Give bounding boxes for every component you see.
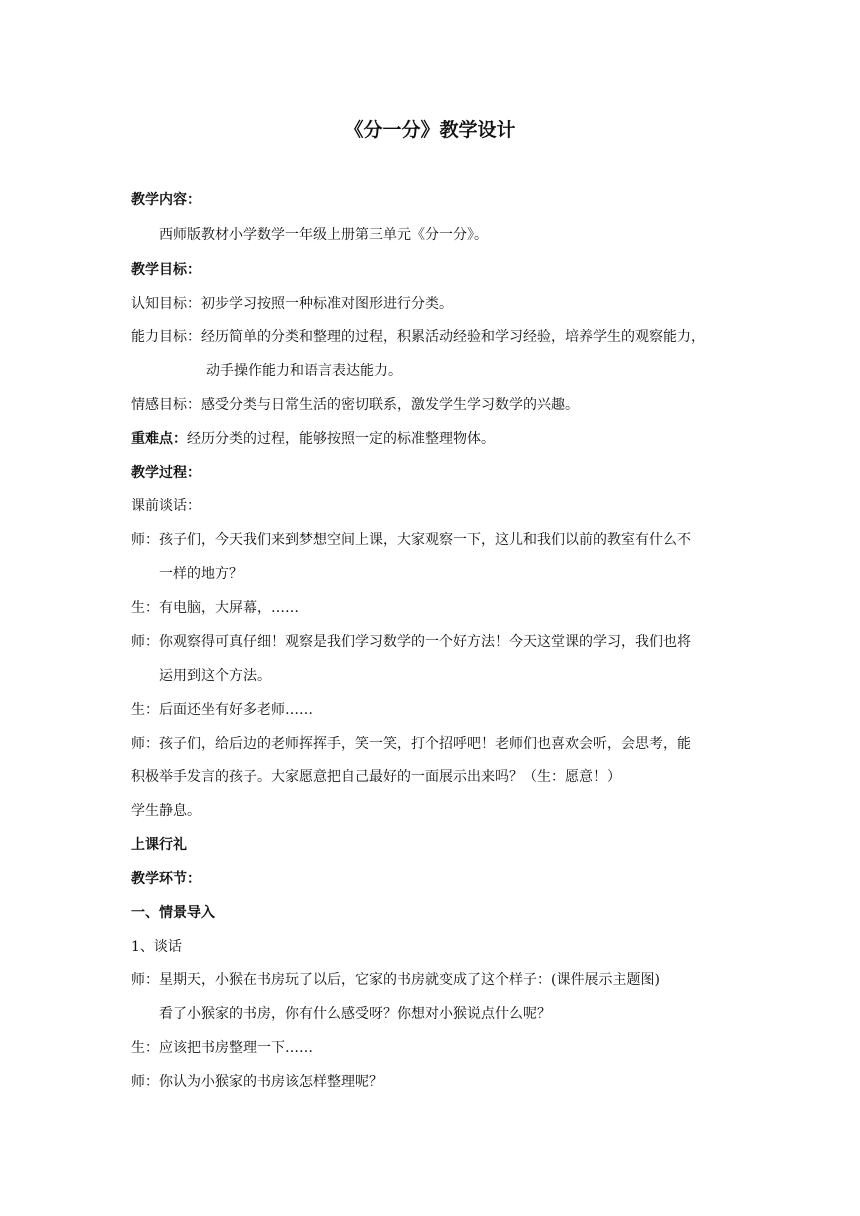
key-points-label: 重难点： — [131, 431, 187, 447]
goal-ability-line1: 能力目标：经历简单的分类和整理的过程，积累活动经验和学习经验，培养学生的观察能力， — [131, 329, 705, 345]
teacher-line-3b: 积极举手发言的孩子。大家愿意把自己最好的一面展示出来吗？（生：愿意！） — [131, 769, 621, 785]
heading-teaching-steps: 教学环节： — [131, 871, 201, 887]
heading-class-greeting: 上课行礼 — [131, 837, 187, 853]
heading-section-1: 一、情景导入 — [131, 905, 215, 921]
teacher-line-1b: 一样的地方？ — [159, 566, 243, 582]
student-line-1: 生：有电脑，大屏幕，…… — [131, 600, 299, 616]
heading-teaching-goals: 教学目标： — [131, 262, 201, 278]
paragraph-content: 西师版教材小学数学一年级上册第三单元《分一分》。 — [159, 227, 488, 243]
teacher-line-3a: 师：孩子们，给后边的老师挥挥手，笑一笑，打个招呼吧！老师们也喜欢会听，会思考，能 — [131, 736, 691, 752]
goal-ability-line2: 动手操作能力和语言表达能力。 — [206, 363, 402, 379]
teacher-line-2b: 运用到这个方法。 — [159, 668, 271, 684]
goal-cognitive: 认知目标：初步学习按照一种标准对图形进行分类。 — [131, 296, 453, 312]
goal-emotion: 情感目标：感受分类与日常生活的密切联系，激发学生学习数学的兴趣。 — [131, 397, 579, 413]
teacher-line-2a: 师：你观察得可真仔细！观察是我们学习数学的一个好方法！今天这堂课的学习，我们也将 — [131, 634, 691, 650]
heading-teaching-content: 教学内容： — [131, 192, 201, 208]
student-line-3: 生：应该把书房整理一下…… — [131, 1040, 313, 1056]
heading-teaching-process: 教学过程： — [131, 465, 201, 481]
student-line-2: 生：后面还坐有好多老师…… — [131, 702, 313, 718]
students-quiet: 学生静息。 — [131, 803, 201, 819]
key-points-line — [131, 429, 495, 449]
key-points-text: 经历分类的过程，能够按照一定的标准整理物体。 — [187, 431, 495, 447]
teacher-line-5: 师：你认为小猴家的书房该怎样整理呢？ — [131, 1074, 383, 1090]
teacher-line-1a: 师：孩子们，今天我们来到梦想空间上课，大家观察一下，这儿和我们以前的教室有什么不 — [131, 532, 691, 548]
teacher-line-4b: 看了小猴家的书房，你有什么感受呀？你想对小猴说点什么呢？ — [159, 1006, 551, 1022]
pre-class-talk-label: 课前谈话： — [131, 498, 201, 514]
teacher-line-4a: 师：星期天，小猴在书房玩了以后，它家的书房就变成了这个样子：(课件展示主题图) — [131, 972, 660, 988]
document-title: 《分一分》教学设计 — [344, 119, 516, 141]
subheading-talk: 1、谈话 — [131, 939, 182, 955]
